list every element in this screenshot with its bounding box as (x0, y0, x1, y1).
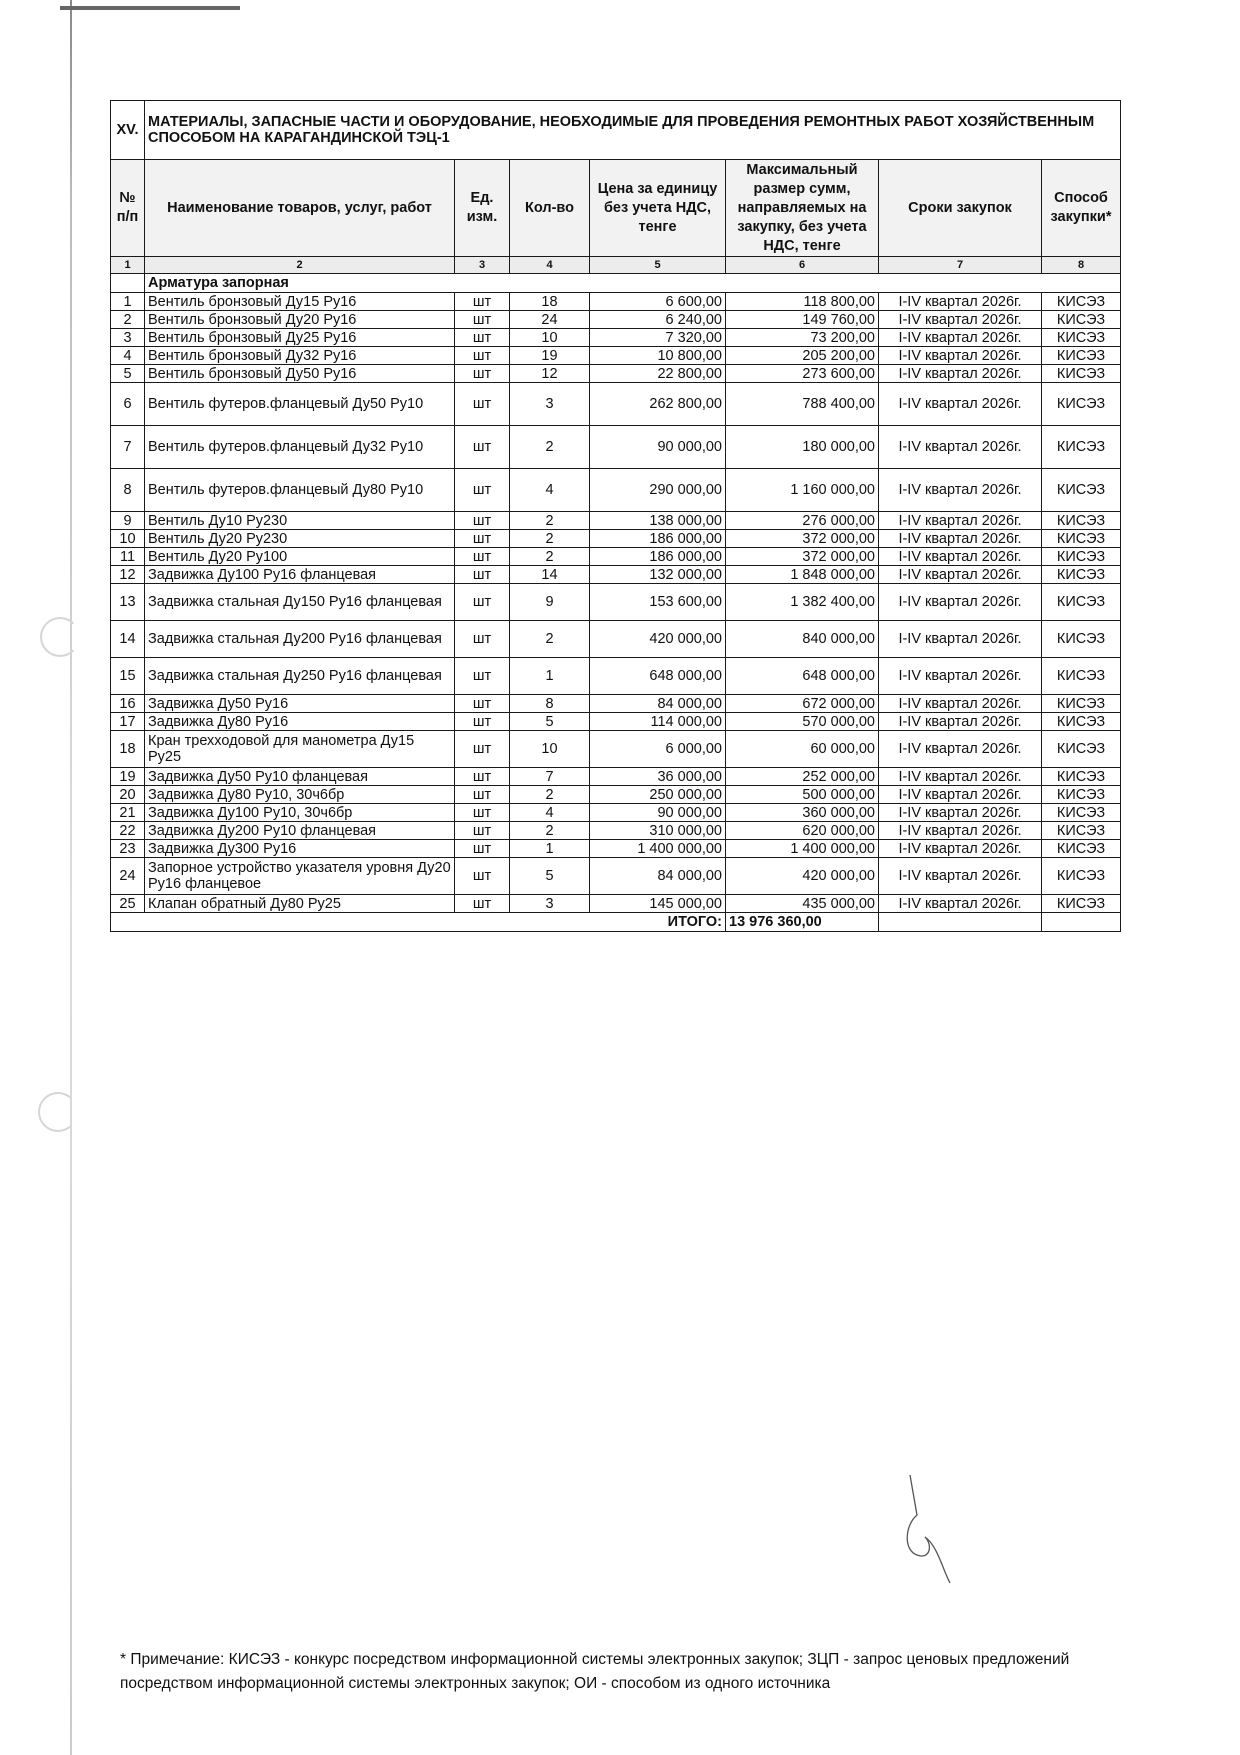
table-row (111, 426, 1121, 469)
item-quantity: 1 (510, 840, 590, 858)
item-total-sum: 1 382 400,00 (726, 584, 879, 621)
total-label: ИТОГО: (111, 913, 726, 932)
item-total-sum: 205 200,00 (726, 347, 879, 365)
item-procurement-term: I-IV квартал 2026г. (879, 512, 1042, 530)
item-procurement-term: I-IV квартал 2026г. (879, 584, 1042, 621)
header-row (111, 160, 1121, 257)
group-title: Арматура запорная (145, 274, 1121, 293)
item-quantity: 8 (510, 695, 590, 713)
item-procurement-term: I-IV квартал 2026г. (879, 469, 1042, 512)
item-unit: шт (455, 840, 510, 858)
item-unit-price: 420 000,00 (590, 621, 726, 658)
item-name: Задвижка стальная Ду200 Ру16 фланцевая (145, 621, 455, 658)
item-name: Задвижка Ду300 Ру16 (145, 840, 455, 858)
item-procurement-method: КИСЭЗ (1042, 347, 1121, 365)
item-total-sum: 500 000,00 (726, 786, 879, 804)
item-procurement-term: I-IV квартал 2026г. (879, 695, 1042, 713)
item-total-sum: 435 000,00 (726, 895, 879, 913)
item-name: Вентиль футеров.фланцевый Ду80 Ру10 (145, 469, 455, 512)
table-row (111, 731, 1121, 768)
item-total-sum: 180 000,00 (726, 426, 879, 469)
item-name: Задвижка Ду50 Ру10 фланцевая (145, 768, 455, 786)
item-procurement-method: КИСЭЗ (1042, 786, 1121, 804)
item-procurement-method: КИСЭЗ (1042, 469, 1121, 512)
item-name: Вентиль бронзовый Ду25 Ру16 (145, 329, 455, 347)
header-num: № п/п (111, 160, 145, 257)
item-procurement-term: I-IV квартал 2026г. (879, 804, 1042, 822)
table-row (111, 840, 1121, 858)
item-quantity: 5 (510, 858, 590, 895)
item-total-sum: 118 800,00 (726, 293, 879, 311)
item-quantity: 7 (510, 768, 590, 786)
row-number: 23 (111, 840, 145, 858)
item-procurement-term: I-IV квартал 2026г. (879, 822, 1042, 840)
item-total-sum: 252 000,00 (726, 768, 879, 786)
item-quantity: 12 (510, 365, 590, 383)
item-procurement-method: КИСЭЗ (1042, 895, 1121, 913)
row-number: 3 (111, 329, 145, 347)
table-row (111, 895, 1121, 913)
punch-hole-mark (40, 617, 80, 657)
column-number: 8 (1042, 257, 1121, 274)
item-name: Клапан обратный Ду80 Ру25 (145, 895, 455, 913)
table-row (111, 365, 1121, 383)
row-number: 19 (111, 768, 145, 786)
item-unit: шт (455, 512, 510, 530)
item-quantity: 14 (510, 566, 590, 584)
item-procurement-term: I-IV квартал 2026г. (879, 566, 1042, 584)
item-unit-price: 138 000,00 (590, 512, 726, 530)
item-procurement-term: I-IV квартал 2026г. (879, 621, 1042, 658)
section-number: XV. (111, 101, 145, 160)
signature (895, 1475, 955, 1585)
header-sum: Максимальный размер сумм, направляемых на закупку, без учета НДС, тенге (726, 160, 879, 257)
header-price: Цена за единицу без учета НДС, тенге (590, 160, 726, 257)
table-row (111, 804, 1121, 822)
item-procurement-method: КИСЭЗ (1042, 566, 1121, 584)
item-name: Вентиль бронзовый Ду50 Ру16 (145, 365, 455, 383)
item-unit-price: 262 800,00 (590, 383, 726, 426)
item-total-sum: 372 000,00 (726, 548, 879, 566)
table-row (111, 329, 1121, 347)
item-name: Вентиль Ду20 Ру100 (145, 548, 455, 566)
section-title-row (111, 101, 1121, 160)
table-row (111, 822, 1121, 840)
item-unit: шт (455, 786, 510, 804)
item-quantity: 9 (510, 584, 590, 621)
item-name: Задвижка стальная Ду150 Ру16 фланцевая (145, 584, 455, 621)
item-procurement-term: I-IV квартал 2026г. (879, 365, 1042, 383)
item-quantity: 2 (510, 530, 590, 548)
scan-mark (60, 6, 240, 10)
row-number: 16 (111, 695, 145, 713)
item-total-sum: 570 000,00 (726, 713, 879, 731)
item-unit-price: 10 800,00 (590, 347, 726, 365)
column-number: 7 (879, 257, 1042, 274)
item-procurement-term: I-IV квартал 2026г. (879, 713, 1042, 731)
item-unit-price: 90 000,00 (590, 426, 726, 469)
footnote: * Примечание: КИСЭЗ - конкурс посредством информационной системы электронных закупок; ЗЦП - запрос ценовых предложений посредством информационной системы электронных закупок; ОИ - способом из одного источника (120, 1651, 1070, 1692)
row-number: 8 (111, 469, 145, 512)
item-procurement-method: КИСЭЗ (1042, 731, 1121, 768)
item-quantity: 10 (510, 731, 590, 768)
item-unit: шт (455, 584, 510, 621)
item-procurement-term: I-IV квартал 2026г. (879, 786, 1042, 804)
item-procurement-term: I-IV квартал 2026г. (879, 426, 1042, 469)
total-value: 13 976 360,00 (726, 913, 879, 932)
item-quantity: 18 (510, 293, 590, 311)
item-unit-price: 84 000,00 (590, 695, 726, 713)
total-blank (1042, 913, 1121, 932)
item-procurement-method: КИСЭЗ (1042, 840, 1121, 858)
item-unit-price: 153 600,00 (590, 584, 726, 621)
item-procurement-term: I-IV квартал 2026г. (879, 840, 1042, 858)
item-total-sum: 1 400 000,00 (726, 840, 879, 858)
item-unit: шт (455, 566, 510, 584)
item-total-sum: 1 848 000,00 (726, 566, 879, 584)
row-number: 4 (111, 347, 145, 365)
item-procurement-method: КИСЭЗ (1042, 548, 1121, 566)
item-total-sum: 360 000,00 (726, 804, 879, 822)
item-procurement-method: КИСЭЗ (1042, 621, 1121, 658)
item-unit: шт (455, 383, 510, 426)
item-quantity: 1 (510, 658, 590, 695)
item-procurement-method: КИСЭЗ (1042, 695, 1121, 713)
item-unit: шт (455, 347, 510, 365)
table-row (111, 347, 1121, 365)
item-quantity: 19 (510, 347, 590, 365)
row-number: 10 (111, 530, 145, 548)
row-number: 18 (111, 731, 145, 768)
item-unit: шт (455, 768, 510, 786)
table-row (111, 383, 1121, 426)
row-number: 20 (111, 786, 145, 804)
item-unit-price: 310 000,00 (590, 822, 726, 840)
item-procurement-method: КИСЭЗ (1042, 383, 1121, 426)
item-quantity: 2 (510, 786, 590, 804)
item-name: Задвижка Ду80 Ру16 (145, 713, 455, 731)
item-name: Задвижка Ду200 Ру10 фланцевая (145, 822, 455, 840)
item-unit-price: 186 000,00 (590, 548, 726, 566)
header-method: Способ закупки* (1042, 160, 1121, 257)
item-procurement-method: КИСЭЗ (1042, 804, 1121, 822)
item-name: Задвижка Ду100 Ру10, 30ч6бр (145, 804, 455, 822)
table-row (111, 858, 1121, 895)
column-number: 1 (111, 257, 145, 274)
item-unit-price: 22 800,00 (590, 365, 726, 383)
item-procurement-term: I-IV квартал 2026г. (879, 347, 1042, 365)
item-unit: шт (455, 658, 510, 695)
item-quantity: 2 (510, 822, 590, 840)
item-unit-price: 6 000,00 (590, 731, 726, 768)
item-total-sum: 73 200,00 (726, 329, 879, 347)
item-name: Вентиль бронзовый Ду32 Ру16 (145, 347, 455, 365)
total-row (111, 913, 1121, 932)
item-unit-price: 132 000,00 (590, 566, 726, 584)
item-total-sum: 149 760,00 (726, 311, 879, 329)
item-unit: шт (455, 365, 510, 383)
column-number: 6 (726, 257, 879, 274)
item-unit: шт (455, 426, 510, 469)
item-procurement-method: КИСЭЗ (1042, 713, 1121, 731)
table-row (111, 695, 1121, 713)
table-row (111, 768, 1121, 786)
procurement-table (110, 100, 1121, 932)
column-number: 5 (590, 257, 726, 274)
header-term: Сроки закупок (879, 160, 1042, 257)
item-total-sum: 372 000,00 (726, 530, 879, 548)
item-procurement-term: I-IV квартал 2026г. (879, 548, 1042, 566)
group-row (111, 274, 1121, 293)
item-unit-price: 250 000,00 (590, 786, 726, 804)
table-row (111, 311, 1121, 329)
item-unit-price: 90 000,00 (590, 804, 726, 822)
item-unit: шт (455, 548, 510, 566)
row-number: 5 (111, 365, 145, 383)
row-number: 9 (111, 512, 145, 530)
item-procurement-term: I-IV квартал 2026г. (879, 293, 1042, 311)
row-number: 13 (111, 584, 145, 621)
table-row (111, 658, 1121, 695)
item-procurement-method: КИСЭЗ (1042, 426, 1121, 469)
item-procurement-method: КИСЭЗ (1042, 365, 1121, 383)
item-quantity: 4 (510, 469, 590, 512)
item-name: Задвижка Ду80 Ру10, 30ч6бр (145, 786, 455, 804)
item-procurement-term: I-IV квартал 2026г. (879, 731, 1042, 768)
item-quantity: 3 (510, 895, 590, 913)
header-name: Наименование товаров, услуг, работ (145, 160, 455, 257)
item-procurement-method: КИСЭЗ (1042, 658, 1121, 695)
item-quantity: 2 (510, 548, 590, 566)
item-unit: шт (455, 713, 510, 731)
row-number: 11 (111, 548, 145, 566)
item-unit-price: 648 000,00 (590, 658, 726, 695)
table-row (111, 566, 1121, 584)
item-unit-price: 145 000,00 (590, 895, 726, 913)
item-name: Вентиль бронзовый Ду20 Ру16 (145, 311, 455, 329)
item-total-sum: 1 160 000,00 (726, 469, 879, 512)
item-unit: шт (455, 293, 510, 311)
row-number: 21 (111, 804, 145, 822)
table-row (111, 469, 1121, 512)
row-number: 17 (111, 713, 145, 731)
row-number: 12 (111, 566, 145, 584)
item-name: Задвижка Ду50 Ру16 (145, 695, 455, 713)
item-quantity: 2 (510, 512, 590, 530)
item-unit: шт (455, 858, 510, 895)
item-unit-price: 290 000,00 (590, 469, 726, 512)
item-unit-price: 186 000,00 (590, 530, 726, 548)
table-row (111, 713, 1121, 731)
item-quantity: 5 (510, 713, 590, 731)
row-number: 6 (111, 383, 145, 426)
item-total-sum: 788 400,00 (726, 383, 879, 426)
item-procurement-term: I-IV квартал 2026г. (879, 858, 1042, 895)
row-number: 1 (111, 293, 145, 311)
item-unit: шт (455, 695, 510, 713)
row-number: 2 (111, 311, 145, 329)
item-unit: шт (455, 311, 510, 329)
item-unit-price: 84 000,00 (590, 858, 726, 895)
punch-hole-mark (38, 1092, 78, 1132)
item-total-sum: 276 000,00 (726, 512, 879, 530)
item-quantity: 2 (510, 621, 590, 658)
item-procurement-term: I-IV квартал 2026г. (879, 658, 1042, 695)
item-procurement-method: КИСЭЗ (1042, 530, 1121, 548)
item-unit: шт (455, 731, 510, 768)
item-total-sum: 648 000,00 (726, 658, 879, 695)
item-quantity: 24 (510, 311, 590, 329)
item-unit: шт (455, 895, 510, 913)
item-name: Вентиль Ду20 Ру230 (145, 530, 455, 548)
item-total-sum: 672 000,00 (726, 695, 879, 713)
item-name: Задвижка Ду100 Ру16 фланцевая (145, 566, 455, 584)
table-row (111, 621, 1121, 658)
item-procurement-term: I-IV квартал 2026г. (879, 311, 1042, 329)
table-row (111, 530, 1121, 548)
row-number: 7 (111, 426, 145, 469)
table-row (111, 584, 1121, 621)
row-number: 22 (111, 822, 145, 840)
item-name: Кран трехходовой для манометра Ду15 Ру25 (145, 731, 455, 768)
header-qty: Кол-во (510, 160, 590, 257)
item-total-sum: 840 000,00 (726, 621, 879, 658)
item-total-sum: 620 000,00 (726, 822, 879, 840)
row-number: 14 (111, 621, 145, 658)
item-procurement-method: КИСЭЗ (1042, 822, 1121, 840)
item-unit-price: 7 320,00 (590, 329, 726, 347)
table-row (111, 512, 1121, 530)
item-name: Вентиль футеров.фланцевый Ду32 Ру10 (145, 426, 455, 469)
item-total-sum: 60 000,00 (726, 731, 879, 768)
item-procurement-method: КИСЭЗ (1042, 858, 1121, 895)
item-procurement-term: I-IV квартал 2026г. (879, 530, 1042, 548)
header-unit: Ед. изм. (455, 160, 510, 257)
row-number: 25 (111, 895, 145, 913)
item-unit: шт (455, 469, 510, 512)
item-unit: шт (455, 530, 510, 548)
item-quantity: 2 (510, 426, 590, 469)
row-number: 24 (111, 858, 145, 895)
column-number-row (111, 257, 1121, 274)
item-unit: шт (455, 804, 510, 822)
item-name: Вентиль Ду10 Ру230 (145, 512, 455, 530)
item-quantity: 10 (510, 329, 590, 347)
table-row (111, 786, 1121, 804)
table-row (111, 293, 1121, 311)
item-procurement-method: КИСЭЗ (1042, 311, 1121, 329)
item-total-sum: 420 000,00 (726, 858, 879, 895)
item-procurement-method: КИСЭЗ (1042, 293, 1121, 311)
item-quantity: 4 (510, 804, 590, 822)
item-unit-price: 114 000,00 (590, 713, 726, 731)
item-procurement-method: КИСЭЗ (1042, 768, 1121, 786)
page-edge-shadow (70, 0, 72, 1755)
column-number: 2 (145, 257, 455, 274)
table-row (111, 548, 1121, 566)
item-unit-price: 36 000,00 (590, 768, 726, 786)
item-quantity: 3 (510, 383, 590, 426)
column-number: 3 (455, 257, 510, 274)
group-row-blank (111, 274, 145, 293)
item-name: Задвижка стальная Ду250 Ру16 фланцевая (145, 658, 455, 695)
item-unit-price: 6 600,00 (590, 293, 726, 311)
item-unit-price: 6 240,00 (590, 311, 726, 329)
item-unit: шт (455, 822, 510, 840)
item-procurement-term: I-IV квартал 2026г. (879, 329, 1042, 347)
total-blank (879, 913, 1042, 932)
item-unit: шт (455, 621, 510, 658)
item-name: Вентиль бронзовый Ду15 Ру16 (145, 293, 455, 311)
column-number: 4 (510, 257, 590, 274)
item-unit-price: 1 400 000,00 (590, 840, 726, 858)
item-procurement-method: КИСЭЗ (1042, 584, 1121, 621)
item-procurement-method: КИСЭЗ (1042, 329, 1121, 347)
item-name: Вентиль футеров.фланцевый Ду50 Ру10 (145, 383, 455, 426)
section-title: МАТЕРИАЛЫ, ЗАПАСНЫЕ ЧАСТИ И ОБОРУДОВАНИЕ, НЕОБХОДИМЫЕ ДЛЯ ПРОВЕДЕНИЯ РЕМОНТНЫХ РАБОТ ХОЗЯЙСТВЕННЫМ СПОСОБОМ НА КАРАГАНДИНСКОЙ ТЭЦ-1 (145, 101, 1121, 160)
item-procurement-method: КИСЭЗ (1042, 512, 1121, 530)
item-name: Запорное устройство указателя уровня Ду20 Ру16 фланцевое (145, 858, 455, 895)
item-unit: шт (455, 329, 510, 347)
item-procurement-term: I-IV квартал 2026г. (879, 383, 1042, 426)
item-procurement-term: I-IV квартал 2026г. (879, 768, 1042, 786)
row-number: 15 (111, 658, 145, 695)
item-total-sum: 273 600,00 (726, 365, 879, 383)
item-procurement-term: I-IV квартал 2026г. (879, 895, 1042, 913)
